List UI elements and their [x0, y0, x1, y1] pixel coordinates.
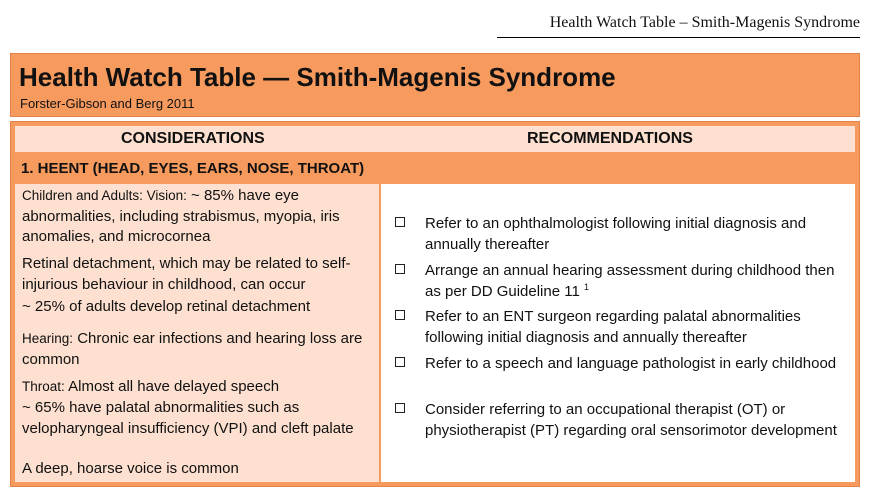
vision-text: ~ 85% have eye abnormalities, including strabismus, myopia, iris anomalies, and microcornea — [22, 187, 340, 245]
recommendation-text: Refer to an ophthalmologist following initial diagnosis and annually thereafter — [425, 215, 807, 253]
vision-lead: Children and Adults: Vision: — [22, 188, 187, 203]
recommendation-text: Refer to an ENT surgeon regarding palatal abnormalities following initial diagnosis and annually thereafter — [425, 308, 801, 346]
section-heading — [15, 153, 855, 183]
running-header: Health Watch Table – Smith-Magenis Syndrome — [549, 14, 860, 31]
checkbox[interactable] — [395, 217, 405, 227]
checkbox[interactable] — [395, 310, 405, 320]
section-title: 1. HEENT (HEAD, EYES, EARS, NOSE, THROAT) — [21, 160, 365, 177]
adult-retinal-consideration: ~ 25% of adults develop retinal detachment — [22, 298, 311, 315]
footnote-ref: 1 — [583, 281, 589, 292]
page-title: Health Watch Table — Smith-Magenis Syndrome — [19, 62, 616, 92]
recommendation-text: Arrange an annual hearing assessment during childhood then as per DD Guideline 11 $^1$ — [425, 262, 835, 300]
retinal-detachment-consideration: Retinal detachment, which may be related to self-injurious behaviour in childhood, can occur — [22, 255, 351, 293]
vision-consideration — [22, 186, 378, 248]
column-header-row — [15, 126, 855, 152]
header-rule — [497, 37, 860, 38]
title-banner — [10, 53, 860, 117]
recommendations-header: RECOMMENDATIONS — [527, 130, 693, 147]
page-subtitle: Forster-Gibson and Berg 2011 — [20, 96, 195, 111]
health-watch-table — [10, 121, 860, 487]
checkbox[interactable] — [395, 264, 405, 274]
recommendations-cell — [381, 184, 855, 482]
palatal-consideration: ~ 65% have palatal abnormalities such as velopharyngeal insufficiency (VPI) and cleft palate — [22, 399, 354, 437]
throat-lead: Throat: — [22, 379, 65, 394]
hearing-lead: Hearing: — [22, 331, 74, 346]
voice-consideration: A deep, hoarse voice is common — [22, 460, 239, 477]
hearing-consideration — [22, 329, 378, 370]
hearing-text: Chronic ear infections and hearing loss are common — [22, 330, 363, 368]
considerations-header: CONSIDERATIONS — [121, 130, 265, 147]
checkbox[interactable] — [395, 357, 405, 367]
recommendation-text: Refer to a speech and language pathologist in early childhood — [425, 355, 837, 372]
considerations-cell — [15, 184, 379, 482]
throat-consideration — [22, 377, 378, 398]
checkbox[interactable] — [395, 403, 405, 413]
throat-text: Almost all have delayed speech — [64, 378, 280, 395]
recommendation-text: Consider referring to an occupational therapist (OT) or physiotherapist (PT) regarding oral sensorimotor development — [425, 401, 837, 439]
